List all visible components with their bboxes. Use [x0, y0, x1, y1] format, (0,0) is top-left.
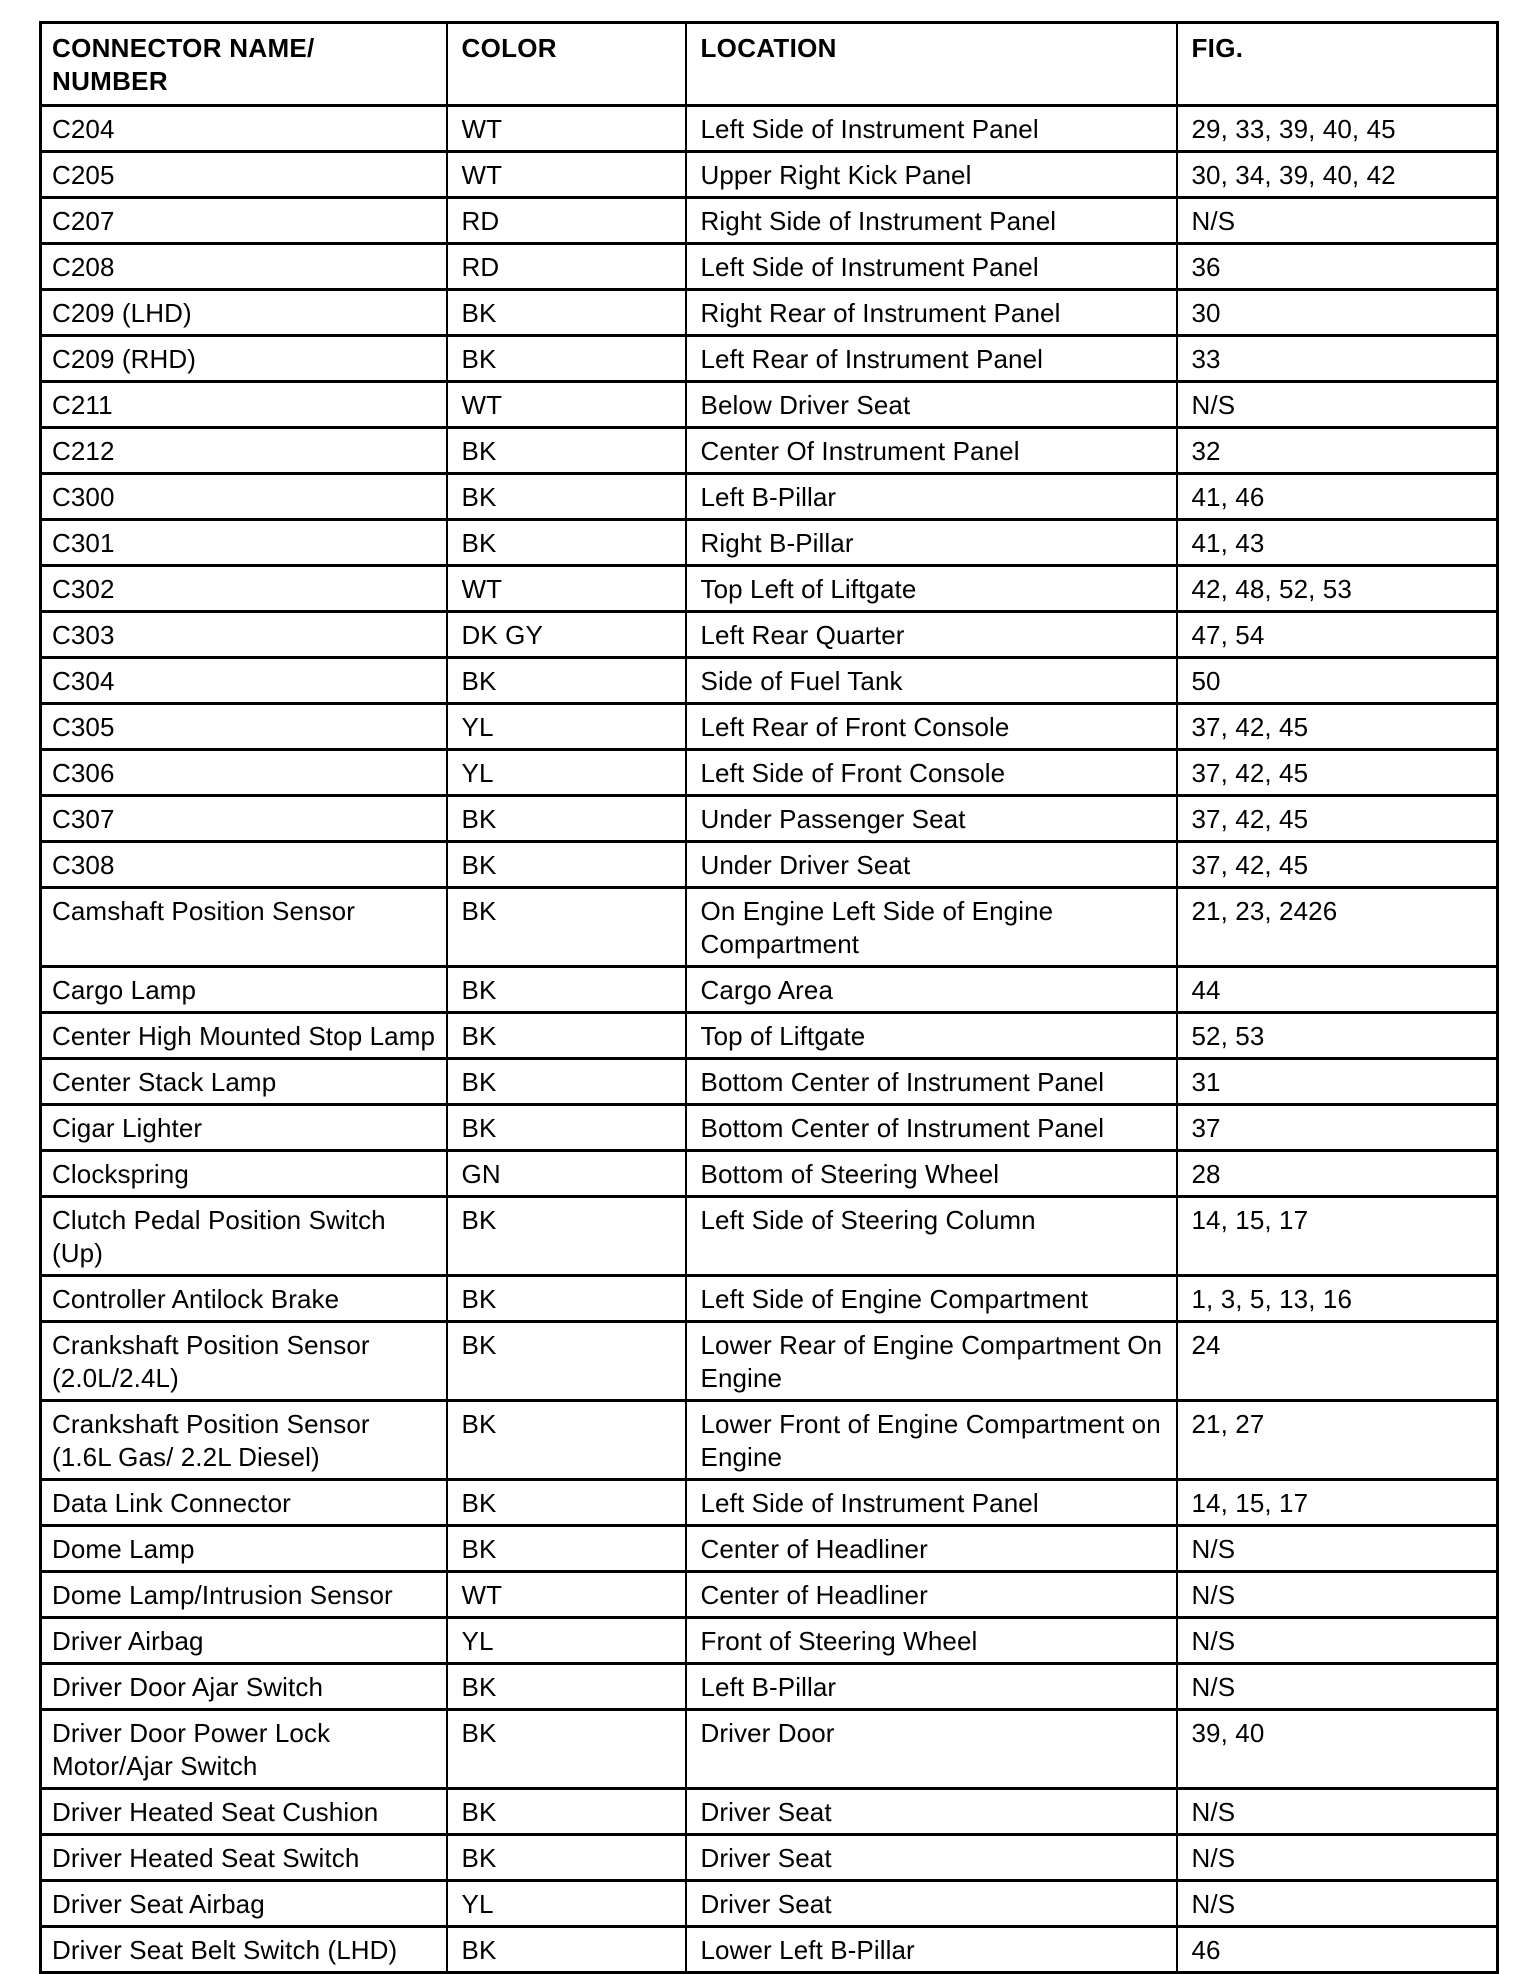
table-header: [41, 23, 1498, 106]
cell-color: BK: [447, 474, 686, 520]
header-color: COLOR: [447, 23, 686, 106]
cell-color: BK: [447, 1480, 686, 1526]
cell-connector-name: C307: [41, 796, 447, 842]
cell-connector-name: C209 (RHD): [41, 336, 447, 382]
cell-connector-name: C301: [41, 520, 447, 566]
cell-color: BK: [447, 1789, 686, 1835]
cell-fig: N/S: [1177, 1572, 1498, 1618]
cell-color: BK: [447, 1322, 686, 1401]
table-row: [41, 1618, 1498, 1664]
cell-color: BK: [447, 1927, 686, 1973]
cell-location: Left B-Pillar: [686, 474, 1177, 520]
table-row: [41, 244, 1498, 290]
cell-color: BK: [447, 796, 686, 842]
cell-connector-name: Dome Lamp: [41, 1526, 447, 1572]
header-connector-name: CONNECTOR NAME/ NUMBER: [41, 23, 447, 106]
cell-fig: 24: [1177, 1322, 1498, 1401]
cell-connector-name: C207: [41, 198, 447, 244]
cell-fig: 41, 46: [1177, 474, 1498, 520]
cell-fig: 42, 48, 52, 53: [1177, 566, 1498, 612]
cell-color: BK: [447, 967, 686, 1013]
cell-connector-name: C300: [41, 474, 447, 520]
table-row: [41, 1789, 1498, 1835]
cell-location: Below Driver Seat: [686, 382, 1177, 428]
cell-fig: 14, 15, 17: [1177, 1480, 1498, 1526]
table-row: [41, 152, 1498, 198]
table-row: [41, 1835, 1498, 1881]
cell-location: Left Side of Instrument Panel: [686, 1480, 1177, 1526]
cell-color: YL: [447, 1618, 686, 1664]
table-row: [41, 198, 1498, 244]
cell-color: DK GY: [447, 612, 686, 658]
table-row: [41, 106, 1498, 152]
cell-fig: 36: [1177, 244, 1498, 290]
cell-connector-name: Camshaft Position Sensor: [41, 888, 447, 967]
cell-location: Left Side of Steering Column: [686, 1197, 1177, 1276]
table-row: [41, 1197, 1498, 1276]
cell-location: Center of Headliner: [686, 1572, 1177, 1618]
cell-color: RD: [447, 244, 686, 290]
cell-connector-name: Cigar Lighter: [41, 1105, 447, 1151]
cell-location: Center Of Instrument Panel: [686, 428, 1177, 474]
table-row: [41, 1105, 1498, 1151]
cell-location: Left Side of Front Console: [686, 750, 1177, 796]
table-row: [41, 1322, 1498, 1401]
cell-color: GN: [447, 1151, 686, 1197]
table-row: [41, 658, 1498, 704]
table-row: [41, 428, 1498, 474]
cell-connector-name: Center High Mounted Stop Lamp: [41, 1013, 447, 1059]
cell-color: WT: [447, 566, 686, 612]
table-row: [41, 750, 1498, 796]
cell-fig: N/S: [1177, 382, 1498, 428]
cell-color: BK: [447, 1105, 686, 1151]
cell-color: BK: [447, 428, 686, 474]
table-row: [41, 1927, 1498, 1973]
table-row: [41, 1480, 1498, 1526]
cell-fig: 37, 42, 45: [1177, 704, 1498, 750]
cell-color: WT: [447, 106, 686, 152]
cell-fig: 32: [1177, 428, 1498, 474]
header-location: LOCATION: [686, 23, 1177, 106]
cell-color: YL: [447, 704, 686, 750]
cell-connector-name: Driver Heated Seat Cushion: [41, 1789, 447, 1835]
cell-connector-name: Driver Door Ajar Switch: [41, 1664, 447, 1710]
cell-color: BK: [447, 842, 686, 888]
cell-location: Driver Door: [686, 1710, 1177, 1789]
table-row: [41, 336, 1498, 382]
table-row: [41, 290, 1498, 336]
cell-fig: 37, 42, 45: [1177, 796, 1498, 842]
cell-fig: 50: [1177, 658, 1498, 704]
cell-connector-name: C304: [41, 658, 447, 704]
cell-connector-name: C211: [41, 382, 447, 428]
cell-fig: 41, 43: [1177, 520, 1498, 566]
cell-location: Cargo Area: [686, 967, 1177, 1013]
cell-color: WT: [447, 1572, 686, 1618]
cell-fig: 30: [1177, 290, 1498, 336]
table-row: [41, 1710, 1498, 1789]
cell-connector-name: Dome Lamp/Intrusion Sensor: [41, 1572, 447, 1618]
cell-fig: N/S: [1177, 1664, 1498, 1710]
cell-fig: 37, 42, 45: [1177, 842, 1498, 888]
cell-color: BK: [447, 520, 686, 566]
cell-color: BK: [447, 336, 686, 382]
cell-color: BK: [447, 1013, 686, 1059]
table-row: [41, 1881, 1498, 1927]
cell-location: Right B-Pillar: [686, 520, 1177, 566]
cell-color: BK: [447, 658, 686, 704]
cell-location: Under Passenger Seat: [686, 796, 1177, 842]
connector-table: [39, 21, 1499, 1974]
cell-connector-name: C208: [41, 244, 447, 290]
cell-connector-name: Crankshaft Position Sensor (1.6L Gas/ 2.2L Diesel): [41, 1401, 447, 1480]
cell-connector-name: Driver Door Power Lock Motor/Ajar Switch: [41, 1710, 447, 1789]
cell-connector-name: Cargo Lamp: [41, 967, 447, 1013]
cell-location: Left Side of Instrument Panel: [686, 244, 1177, 290]
cell-fig: 14, 15, 17: [1177, 1197, 1498, 1276]
cell-connector-name: C302: [41, 566, 447, 612]
cell-color: YL: [447, 750, 686, 796]
table-row: [41, 1664, 1498, 1710]
cell-location: Side of Fuel Tank: [686, 658, 1177, 704]
cell-fig: 33: [1177, 336, 1498, 382]
cell-color: WT: [447, 382, 686, 428]
cell-connector-name: Driver Heated Seat Switch: [41, 1835, 447, 1881]
cell-fig: 37: [1177, 1105, 1498, 1151]
table-row: [41, 1526, 1498, 1572]
cell-fig: N/S: [1177, 1835, 1498, 1881]
cell-location: Driver Seat: [686, 1835, 1177, 1881]
cell-location: Under Driver Seat: [686, 842, 1177, 888]
cell-location: Driver Seat: [686, 1881, 1177, 1927]
table-row: [41, 1151, 1498, 1197]
table-row: [41, 520, 1498, 566]
cell-location: Top Left of Liftgate: [686, 566, 1177, 612]
cell-location: Front of Steering Wheel: [686, 1618, 1177, 1664]
connector-location-sheet: [39, 21, 1496, 1974]
table-row: [41, 612, 1498, 658]
cell-fig: 39, 40: [1177, 1710, 1498, 1789]
cell-fig: N/S: [1177, 1526, 1498, 1572]
cell-fig: 46: [1177, 1927, 1498, 1973]
header-row: [41, 23, 1498, 106]
cell-color: BK: [447, 1835, 686, 1881]
cell-fig: N/S: [1177, 1618, 1498, 1664]
cell-connector-name: C308: [41, 842, 447, 888]
table-row: [41, 382, 1498, 428]
cell-location: Left Rear of Front Console: [686, 704, 1177, 750]
cell-fig: 47, 54: [1177, 612, 1498, 658]
cell-fig: 30, 34, 39, 40, 42: [1177, 152, 1498, 198]
cell-color: BK: [447, 1526, 686, 1572]
table-row: [41, 842, 1498, 888]
table-row: [41, 888, 1498, 967]
cell-color: BK: [447, 1664, 686, 1710]
cell-location: Left Side of Instrument Panel: [686, 106, 1177, 152]
cell-fig: 21, 27: [1177, 1401, 1498, 1480]
table-row: [41, 967, 1498, 1013]
cell-fig: N/S: [1177, 1881, 1498, 1927]
table-row: [41, 1276, 1498, 1322]
table-row: [41, 1572, 1498, 1618]
table-row: [41, 1013, 1498, 1059]
table-row: [41, 1401, 1498, 1480]
cell-connector-name: Center Stack Lamp: [41, 1059, 447, 1105]
cell-location: Right Rear of Instrument Panel: [686, 290, 1177, 336]
cell-color: RD: [447, 198, 686, 244]
cell-fig: 31: [1177, 1059, 1498, 1105]
table-row: [41, 796, 1498, 842]
cell-connector-name: Clockspring: [41, 1151, 447, 1197]
cell-color: BK: [447, 888, 686, 967]
cell-location: Lower Rear of Engine Compartment On Engine: [686, 1322, 1177, 1401]
cell-fig: 44: [1177, 967, 1498, 1013]
cell-color: BK: [447, 1197, 686, 1276]
cell-location: Upper Right Kick Panel: [686, 152, 1177, 198]
cell-location: Left B-Pillar: [686, 1664, 1177, 1710]
cell-location: On Engine Left Side of Engine Compartment: [686, 888, 1177, 967]
cell-connector-name: C204: [41, 106, 447, 152]
cell-fig: 1, 3, 5, 13, 16: [1177, 1276, 1498, 1322]
cell-location: Bottom Center of Instrument Panel: [686, 1105, 1177, 1151]
cell-connector-name: C205: [41, 152, 447, 198]
cell-connector-name: C212: [41, 428, 447, 474]
cell-connector-name: C209 (LHD): [41, 290, 447, 336]
table-row: [41, 474, 1498, 520]
cell-connector-name: C306: [41, 750, 447, 796]
table-row: [41, 566, 1498, 612]
cell-connector-name: Driver Seat Airbag: [41, 1881, 447, 1927]
cell-fig: 28: [1177, 1151, 1498, 1197]
cell-connector-name: Data Link Connector: [41, 1480, 447, 1526]
cell-color: WT: [447, 152, 686, 198]
cell-location: Lower Left B-Pillar: [686, 1927, 1177, 1973]
cell-location: Left Rear Quarter: [686, 612, 1177, 658]
cell-color: BK: [447, 290, 686, 336]
cell-location: Bottom Center of Instrument Panel: [686, 1059, 1177, 1105]
cell-connector-name: Driver Seat Belt Switch (LHD): [41, 1927, 447, 1973]
cell-location: Left Side of Engine Compartment: [686, 1276, 1177, 1322]
cell-location: Top of Liftgate: [686, 1013, 1177, 1059]
cell-location: Left Rear of Instrument Panel: [686, 336, 1177, 382]
cell-fig: N/S: [1177, 1789, 1498, 1835]
table-body: [41, 106, 1498, 1973]
cell-color: BK: [447, 1059, 686, 1105]
cell-connector-name: Driver Airbag: [41, 1618, 447, 1664]
cell-location: Driver Seat: [686, 1789, 1177, 1835]
cell-color: BK: [447, 1276, 686, 1322]
cell-connector-name: Crankshaft Position Sensor (2.0L/2.4L): [41, 1322, 447, 1401]
cell-connector-name: Controller Antilock Brake: [41, 1276, 447, 1322]
cell-fig: N/S: [1177, 198, 1498, 244]
table-row: [41, 1059, 1498, 1105]
cell-location: Center of Headliner: [686, 1526, 1177, 1572]
cell-fig: 37, 42, 45: [1177, 750, 1498, 796]
table-row: [41, 704, 1498, 750]
cell-connector-name: C303: [41, 612, 447, 658]
cell-connector-name: Clutch Pedal Position Switch (Up): [41, 1197, 447, 1276]
header-fig: FIG.: [1177, 23, 1498, 106]
cell-color: BK: [447, 1710, 686, 1789]
cell-connector-name: C305: [41, 704, 447, 750]
cell-location: Lower Front of Engine Compartment on Engine: [686, 1401, 1177, 1480]
cell-fig: 52, 53: [1177, 1013, 1498, 1059]
cell-color: BK: [447, 1401, 686, 1480]
cell-location: Right Side of Instrument Panel: [686, 198, 1177, 244]
cell-fig: 21, 23, 2426: [1177, 888, 1498, 967]
cell-location: Bottom of Steering Wheel: [686, 1151, 1177, 1197]
cell-color: YL: [447, 1881, 686, 1927]
cell-fig: 29, 33, 39, 40, 45: [1177, 106, 1498, 152]
